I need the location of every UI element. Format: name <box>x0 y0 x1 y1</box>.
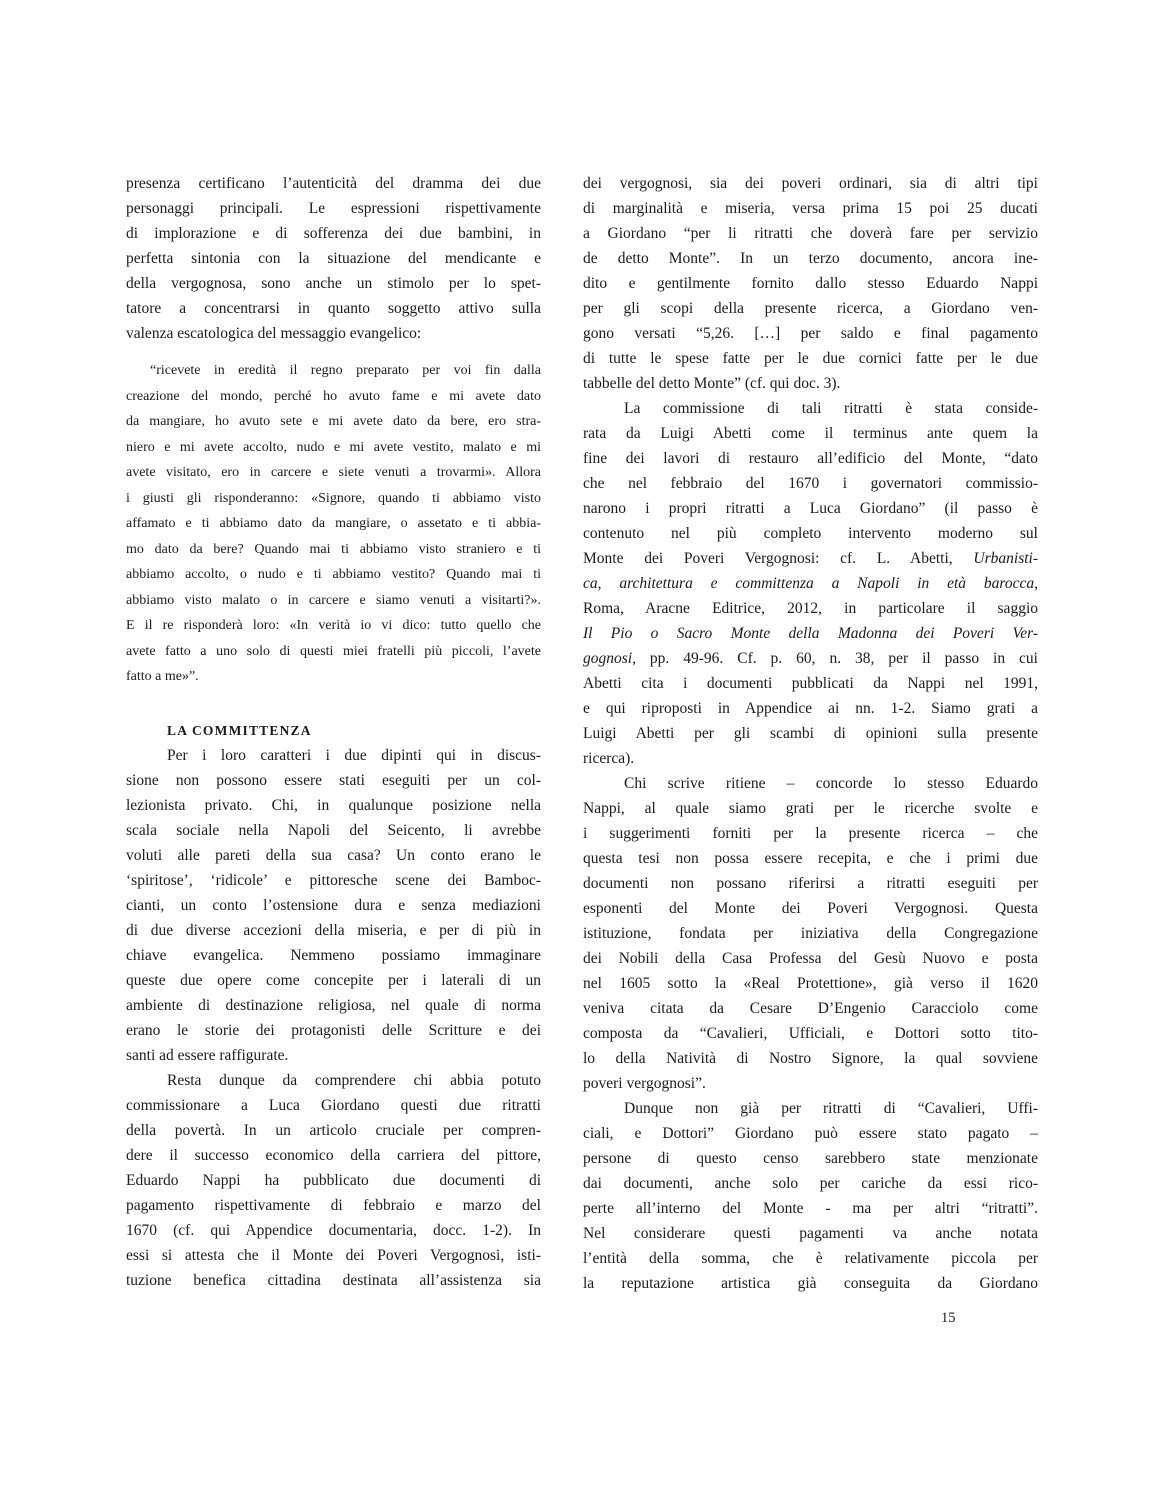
text-line: Eduardo Nappi ha pubblicato due documenti di <box>126 1171 541 1189</box>
text-line: della vergognosa, sono anche un stimolo per lo spet- <box>126 275 541 292</box>
paragraph <box>583 771 1038 1096</box>
text-line: gono versati “5,26. […] per saldo e final pagamento <box>583 325 1038 342</box>
text-line: commissionare a Luca Giordano questi due ritratti <box>126 1096 541 1114</box>
text-line: dei vergognosi, sia dei poveri ordinari, sia di altri tipi <box>583 175 1038 192</box>
text-line: per gli scopi della presente ricerca, a Giordano ven- <box>583 300 1038 317</box>
text-line: personaggi principali. Le espressioni rispettivamente <box>126 200 541 217</box>
text-line: Resta dunque da comprendere chi abbia potuto <box>167 1071 541 1089</box>
text-line: voluti alle pareti della sua casa? Un conto erano le <box>126 846 541 864</box>
text-line: abbiamo visto malato o in carcere e siamo venuti a visitarti?». <box>126 592 541 608</box>
text-line: esponenti del Monte dei Poveri Vergognosi. Questa <box>583 900 1038 917</box>
text-line: E il re risponderà loro: «In verità io vi dico: tutto quello che <box>126 618 541 633</box>
text-line: Monte dei Poveri Vergognosi: cf. L. Abetti, Urbanisti- <box>583 550 1038 567</box>
text-line: abbiamo accolto, o nudo e ti abbiamo vestito? Quando mai ti <box>126 567 541 582</box>
section-heading: LA COMMITTENZA <box>167 722 312 738</box>
text-line: presenza certificano l’autenticità del dramma dei due <box>126 175 541 192</box>
text-line: sione non possono essere stati eseguiti per un col- <box>126 771 541 789</box>
text-line: Chi scrive ritiene – concorde lo stesso Eduardo <box>624 775 1038 792</box>
text-line: i suggerimenti forniti per la presente ricerca – che <box>583 825 1038 842</box>
text-line: queste due opere come concepite per i laterali di un <box>126 971 541 989</box>
text-line: contenuto nel più completo intervento moderno sul <box>583 525 1038 542</box>
text-line: La commissione di tali ritratti è stata conside- <box>624 400 1038 417</box>
text-line: ambiente di destinazione religiosa, nel quale di norma <box>126 996 541 1014</box>
text-line: nel 1605 sotto la «Real Protettione», già verso il 1620 <box>583 975 1038 992</box>
text-line: poveri vergognosi”. <box>583 1075 706 1092</box>
text-line: tabbelle del detto Monte” (cf. qui doc. 3). <box>583 375 841 392</box>
text-line: a Giordano “per li ritratti che doverà fare per servizio <box>583 225 1038 242</box>
text-line: istituzione, fondata per iniziativa della Congregazione <box>583 925 1038 942</box>
italic-text: ca, architettura e committenza a Napoli in età barocca <box>583 575 1035 592</box>
text-line: l’entità della somma, che è relativamente piccola per <box>583 1250 1038 1267</box>
text-line: 1670 (cf. qui Appendice documentaria, docc. 1-2). In <box>126 1221 541 1239</box>
text-line: questa tesi non possa essere recepita, e che i primi due <box>583 850 1038 867</box>
text-line: de detto Monte”. In un terzo documento, ancora ine- <box>583 250 1038 267</box>
paragraph <box>583 396 1038 771</box>
text-line: essi si attesta che il Monte dei Poveri Vergognosi, isti- <box>126 1246 541 1264</box>
text-line: mo dato da bere? Quando mai ti abbiamo visto straniero e ti <box>126 541 541 557</box>
text-line: ca, architettura e committenza a Napoli in età barocca, <box>583 575 1038 592</box>
paragraph <box>583 171 1038 396</box>
text-line: ‘spiritose’, ‘ridicole’ e pittoresche scene dei Bamboc- <box>126 871 541 889</box>
text-line: chiave evangelica. Nemmeno possiamo immaginare <box>126 946 541 964</box>
text-line: i giusti gli risponderanno: «Signore, quando ti abbiamo visto <box>126 490 541 506</box>
text-line: di implorazione e di sofferenza dei due bambini, in <box>126 225 541 242</box>
italic-text: Il Pio o Sacro Monte della Madonna dei Poveri Ver- <box>583 625 1038 642</box>
text-line: di marginalità e miseria, versa prima 15 poi 25 ducati <box>583 200 1038 217</box>
right-column <box>583 171 1038 1296</box>
text-line: perte all’interno del Monte - ma per altri “ritratti”. <box>583 1200 1038 1217</box>
paragraph <box>126 171 541 346</box>
text-line: Luigi Abetti per gli scambi di opinioni sulla presente <box>583 725 1038 742</box>
text-line: perfetta sintonia con la situazione del mendicante e <box>126 250 541 267</box>
left-column <box>126 171 541 1296</box>
text-line: santi ad essere raffigurate. <box>126 1046 289 1064</box>
text-line: dere il successo economico della carriera del pittore, <box>126 1146 541 1164</box>
text-line: cianti, un conto l’ostensione dura e senza mediazioni <box>126 896 541 914</box>
paragraph <box>126 743 541 1068</box>
text-line: erano le storie dei protagonisti delle Scritture e dei <box>126 1021 541 1039</box>
text-line: scala sociale nella Napoli del Seicento, li avrebbe <box>126 821 541 839</box>
text-line: avete visitato, ero in carcere e siete venuti a trovarmi». Allora <box>126 465 541 480</box>
text-line <box>583 621 1038 646</box>
text-line: di due diverse accezioni della miseria, e per di più in <box>126 921 541 939</box>
text-line: da mangiare, ho avuto sete e mi avete dato da bere, ero stra- <box>126 414 541 429</box>
text-line: Nel considerare questi pagamenti va anche notata <box>583 1225 1038 1242</box>
text-line: di tutte le spese fatte per le due cornici fatte per le due <box>583 350 1038 367</box>
text-line: narono i propri ritratti a Luca Giordano” (il passo è <box>583 500 1038 517</box>
text-columns <box>126 171 1038 1296</box>
text-line: veniva citata da Cesare D’Engenio Caracciolo come <box>583 1000 1038 1017</box>
text-line: ricerca). <box>583 750 635 767</box>
paragraph <box>126 1068 541 1293</box>
text-line: Roma, Aracne Editrice, 2012, in particolare il saggio <box>583 600 1038 617</box>
text-line: gognosi, pp. 49-96. Cf. p. 60, n. 38, per il passo in cui <box>583 650 1038 667</box>
text-line: avete fatto a uno solo di questi miei fratelli più piccoli, l’avete <box>126 643 541 659</box>
text-line: dito e gentilmente fornito dallo stesso Eduardo Nappi <box>583 275 1038 292</box>
text-line: Abetti cita i documenti pubblicati da Nappi nel 1991, <box>583 675 1038 692</box>
text-line: lezionista privato. Chi, in qualunque posizione nella <box>126 796 541 814</box>
text-line: affamato e ti abbiamo dato da mangiare, o assetato e ti abbia- <box>126 516 541 531</box>
text-line: pagamento rispettivamente di febbraio e marzo del <box>126 1196 541 1214</box>
page-number: 15 <box>941 1310 956 1326</box>
text-line: Dunque non già per ritratti di “Cavalieri, Uffi- <box>624 1100 1038 1117</box>
paragraph <box>583 1096 1038 1296</box>
text-line: la reputazione artistica già conseguita da Giordano <box>583 1275 1038 1292</box>
text-line: della povertà. In un articolo cruciale per compren- <box>126 1121 541 1139</box>
text-line: tuzione benefica cittadina destinata all’assistenza sia <box>126 1271 541 1289</box>
text-line: tatore a concentrarsi in quanto soggetto attivo sulla <box>126 300 541 317</box>
text-line: Nappi, al quale siamo grati per le ricerche svolte e <box>583 800 1038 817</box>
text-line: valenza escatologica del messaggio evangelico: <box>126 325 422 342</box>
text-line: dai documenti, anche solo per cariche da essi rico- <box>583 1175 1038 1192</box>
text-line: lo della Natività di Nostro Signore, la qual sovviene <box>583 1050 1038 1067</box>
text-line: creazione del mondo, perché ho avuto fame e mi avete dato <box>126 388 541 404</box>
text-line: “ricevete in eredità il regno preparato per voi fin dalla <box>150 363 541 378</box>
text-line: e qui riproposti in Appendice ai nn. 1-2. Siamo grati a <box>583 700 1038 717</box>
text-line: rata da Luigi Abetti come il terminus ante quem la <box>583 425 1038 442</box>
text-line: persone di questo censo sarebbero state menzionate <box>583 1150 1038 1167</box>
text-line: documenti non possano riferirsi a ritratti eseguiti per <box>583 875 1038 892</box>
text-line: dei Nobili della Casa Professa del Gesù Nuovo e posta <box>583 950 1038 967</box>
italic-text: gognosi <box>583 650 633 667</box>
block-quote <box>126 358 541 690</box>
text-line: fatto a me»”. <box>126 669 199 684</box>
text-line: fine dei lavori di restauro all’edificio del Monte, “dato <box>583 450 1038 467</box>
text-line: Per i loro caratteri i due dipinti qui in discus- <box>167 746 541 764</box>
text-line: composta da “Cavalieri, Ufficiali, e Dottori sotto tito- <box>583 1025 1038 1042</box>
text-line: niero e mi avete accolto, nudo e mi avete vestito, malato e mi <box>126 439 541 455</box>
italic-text: Urbanisti- <box>973 550 1038 567</box>
text-line: che nel febbraio del 1670 i governatori commissio- <box>583 475 1038 492</box>
text-line: ciali, e Dottori” Giordano può essere stato pagato – <box>583 1125 1038 1142</box>
